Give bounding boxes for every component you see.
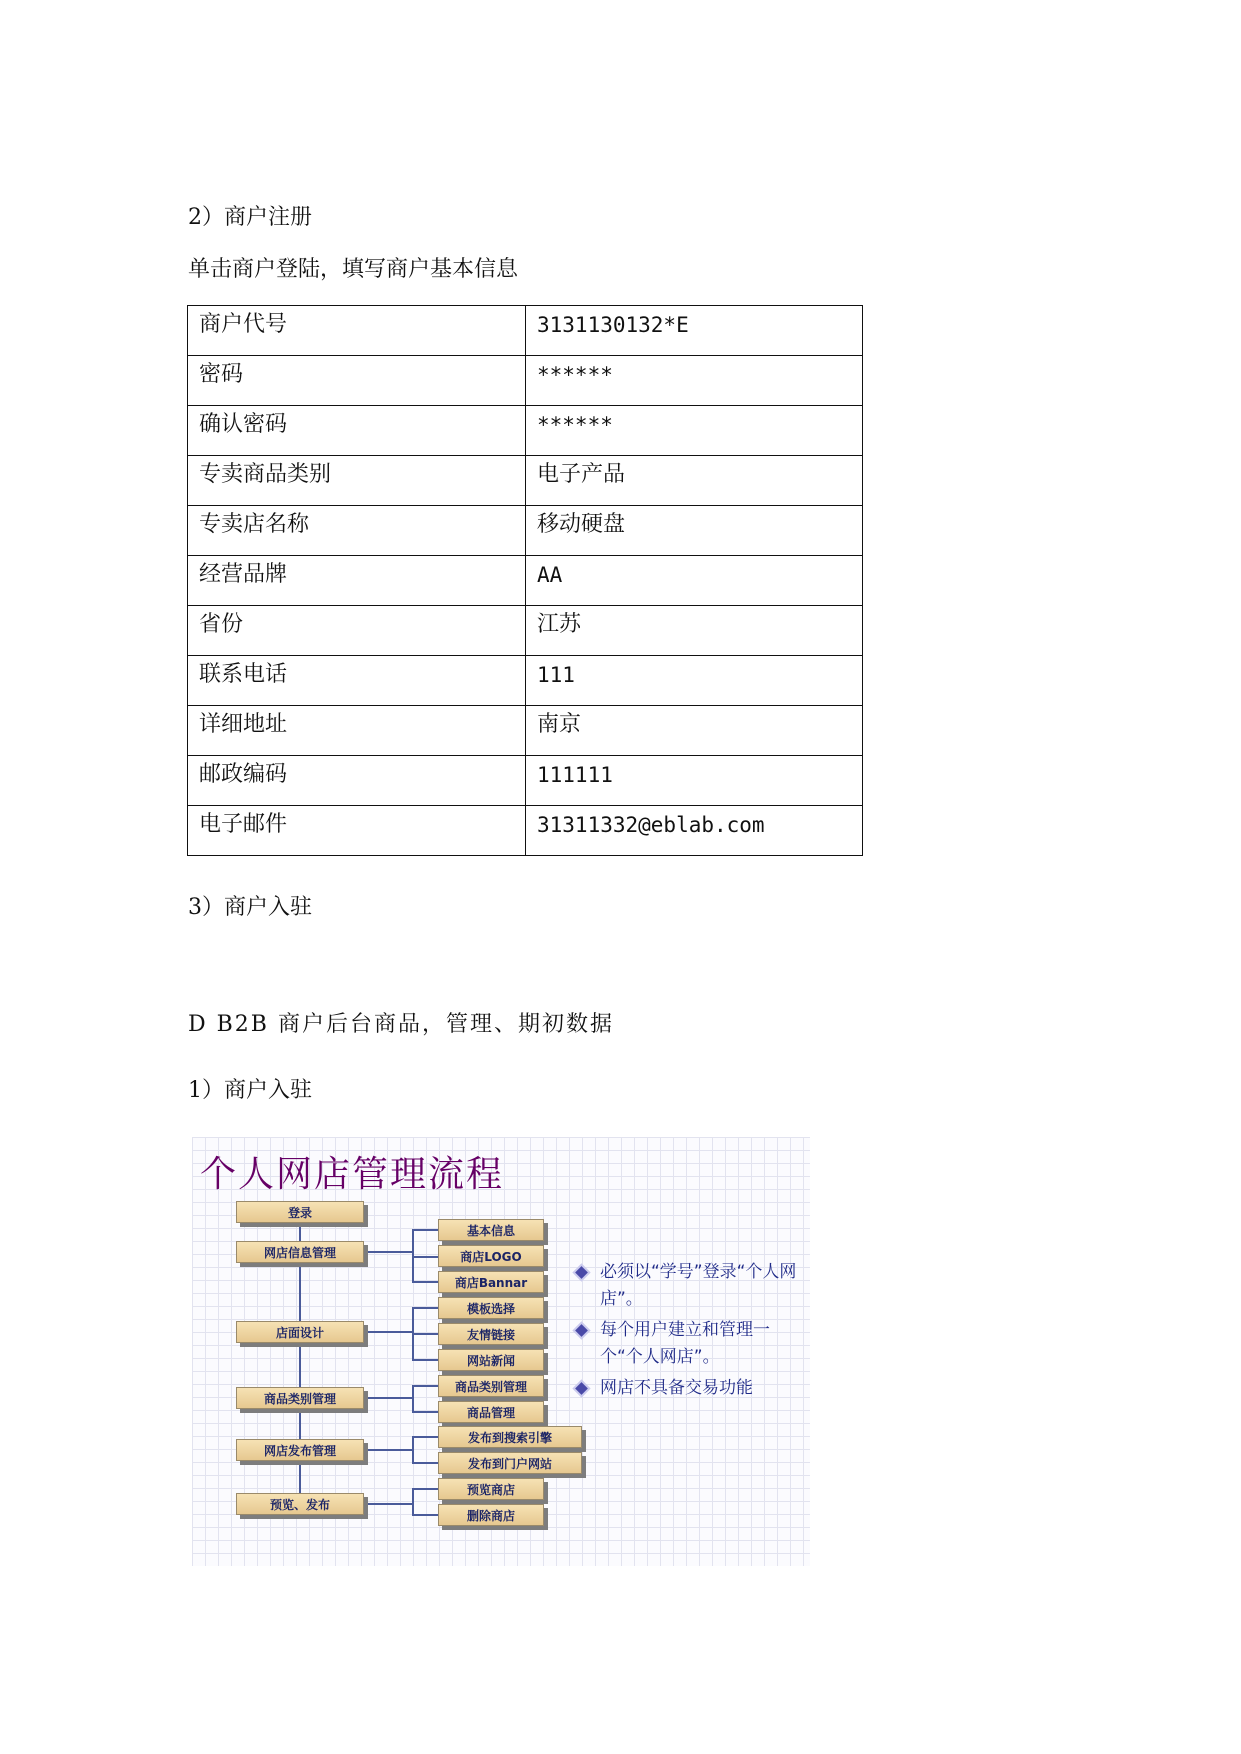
row-label: 专卖店名称 (188, 506, 526, 556)
connector (412, 1514, 438, 1516)
connector (412, 1436, 438, 1438)
connector (412, 1385, 414, 1411)
table-row (188, 506, 863, 556)
table-row (188, 606, 863, 656)
connector (412, 1462, 438, 1464)
flowchart-notes (572, 1259, 808, 1406)
heading-b2b-backend: D B2B 商户后台商品，管理、期初数据 (188, 1012, 614, 1037)
sub-publish-search-engine: 发布到搜索引擎 (438, 1426, 582, 1448)
note-item (572, 1259, 808, 1313)
connector (366, 1397, 412, 1399)
connector (366, 1251, 412, 1253)
note-text: 网店不具备交易功能 (600, 1378, 753, 1398)
row-value: 电子产品 (526, 456, 863, 506)
row-value: 江苏 (526, 606, 863, 656)
sub-category-management: 商品类别管理 (438, 1375, 544, 1397)
connector (412, 1229, 414, 1281)
table-row (188, 756, 863, 806)
sub-shop-banner: 商店Bannar (438, 1271, 544, 1293)
connector (412, 1488, 414, 1514)
row-value: ****** (526, 356, 863, 406)
sub-preview-shop: 预览商店 (438, 1478, 544, 1500)
sub-publish-portal: 发布到门户网站 (438, 1452, 582, 1474)
diamond-bullet-icon (575, 1382, 588, 1395)
step-login: 登录 (236, 1201, 364, 1223)
connector (412, 1359, 438, 1361)
step-shop-info-management: 网店信息管理 (236, 1241, 364, 1263)
diamond-bullet-icon (575, 1266, 588, 1279)
row-value: 移动硬盘 (526, 506, 863, 556)
row-value: 南京 (526, 706, 863, 756)
table-row (188, 656, 863, 706)
step-category-management: 商品类别管理 (236, 1387, 364, 1409)
row-label: 密码 (188, 356, 526, 406)
connector (412, 1256, 438, 1258)
table-row (188, 806, 863, 856)
row-label: 省份 (188, 606, 526, 656)
row-value: ****** (526, 406, 863, 456)
connector (412, 1436, 414, 1462)
sub-product-management: 商品管理 (438, 1401, 544, 1423)
section-heading-merchant-entry: 3）商户入驻 (188, 895, 312, 920)
sub-template-select: 模板选择 (438, 1297, 544, 1319)
step-storefront-design: 店面设计 (236, 1321, 364, 1343)
table-row (188, 356, 863, 406)
connector (412, 1385, 438, 1387)
row-value: 111 (526, 656, 863, 706)
sub-friend-links: 友情链接 (438, 1323, 544, 1345)
table-row (188, 556, 863, 606)
connector (412, 1333, 438, 1335)
connector (412, 1307, 438, 1309)
row-value: 3131130132*E (526, 306, 863, 356)
row-label: 商户代号 (188, 306, 526, 356)
table-row (188, 406, 863, 456)
merchant-info-table (187, 305, 863, 856)
table-row (188, 456, 863, 506)
instruction-text: 单击商户登陆，填写商户基本信息 (188, 257, 519, 282)
row-label: 详细地址 (188, 706, 526, 756)
row-label: 专卖商品类别 (188, 456, 526, 506)
flowchart-title: 个人网店管理流程 (200, 1154, 505, 1195)
row-label: 确认密码 (188, 406, 526, 456)
table-row (188, 706, 863, 756)
sub-delete-shop: 删除商店 (438, 1504, 544, 1526)
row-value: 111111 (526, 756, 863, 806)
step-preview-publish: 预览、发布 (236, 1493, 364, 1515)
note-text: 必须以“学号”登录“个人网店”。 (600, 1262, 797, 1309)
section-heading-merchant-entry-1: 1）商户入驻 (188, 1078, 312, 1103)
sub-shop-logo: 商店LOGO (438, 1245, 544, 1267)
sub-site-news: 网站新闻 (438, 1349, 544, 1371)
shop-management-flowchart (192, 1137, 810, 1566)
connector (366, 1449, 412, 1451)
table-row (188, 306, 863, 356)
section-heading-merchant-registration: 2）商户注册 (188, 205, 312, 230)
connector (412, 1411, 438, 1413)
connector (412, 1488, 438, 1490)
connector (412, 1281, 438, 1283)
row-value: 31311332@eblab.com (526, 806, 863, 856)
row-value: AA (526, 556, 863, 606)
diamond-bullet-icon (575, 1324, 588, 1337)
connector (366, 1503, 412, 1505)
row-label: 邮政编码 (188, 756, 526, 806)
sub-basic-info: 基本信息 (438, 1219, 544, 1241)
row-label: 经营品牌 (188, 556, 526, 606)
row-label: 电子邮件 (188, 806, 526, 856)
note-item (572, 1317, 808, 1371)
row-label: 联系电话 (188, 656, 526, 706)
step-publish-management: 网店发布管理 (236, 1439, 364, 1461)
note-text: 每个用户建立和管理一个“个人网店”。 (600, 1320, 770, 1367)
connector (412, 1229, 438, 1231)
connector (366, 1331, 412, 1333)
note-item (572, 1375, 808, 1402)
